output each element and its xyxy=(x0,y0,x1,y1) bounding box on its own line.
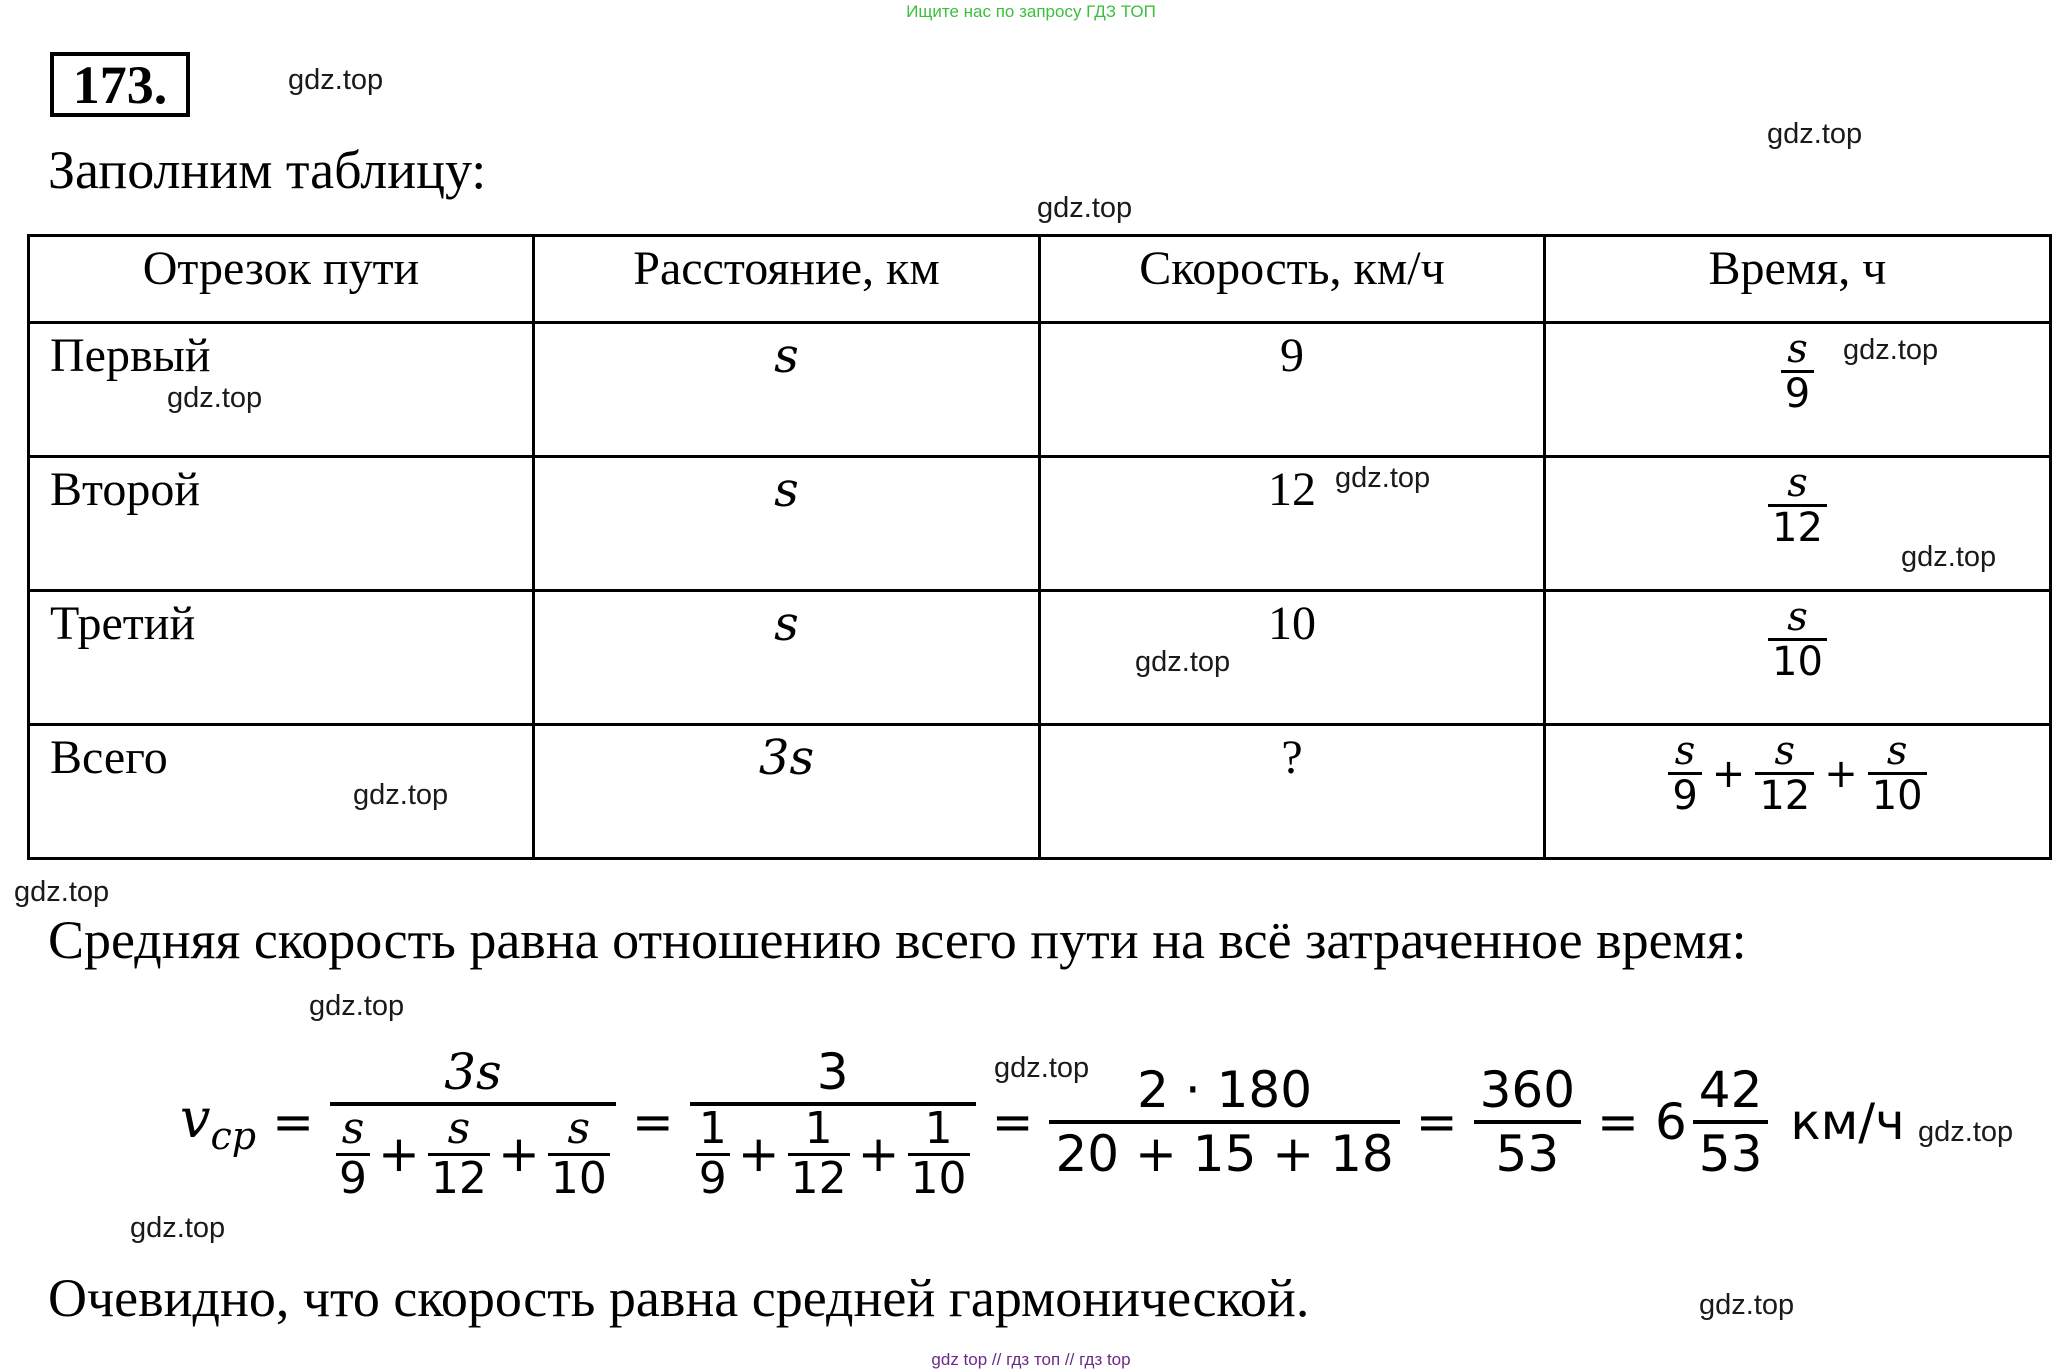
time-fraction xyxy=(1768,462,1827,549)
small-denominator: 12 xyxy=(790,1152,847,1204)
watermark: gdz.top xyxy=(14,876,110,908)
fraction-denominator: 53 xyxy=(1698,1125,1763,1183)
speed-cell: ? xyxy=(1040,725,1545,859)
small-denominator: 9 xyxy=(339,1152,368,1204)
small-fraction xyxy=(788,1103,850,1204)
footer-links: gdz top // гдз топ // гдз top xyxy=(931,1350,1131,1369)
watermark: gdz.top xyxy=(288,64,384,96)
plus-sign: + xyxy=(378,1125,420,1183)
plus-sign: + xyxy=(1824,750,1858,797)
plus-sign: + xyxy=(857,1125,900,1183)
watermark: gdz.top xyxy=(1135,646,1231,678)
table-header-row xyxy=(29,236,2051,323)
table-header-cell: Отрезок пути xyxy=(29,236,534,323)
watermark: gdz.top xyxy=(1901,541,1997,573)
watermark: gdz.top xyxy=(167,382,263,414)
time-cell xyxy=(1545,591,2051,725)
watermark: gdz.top xyxy=(353,779,449,811)
row-name: Второй xyxy=(29,457,534,591)
table-header-cell: Расстояние, км xyxy=(534,236,1040,323)
formula-fraction xyxy=(1474,1060,1581,1184)
fraction-denominator xyxy=(690,1103,976,1204)
watermark: gdz.top xyxy=(1918,1116,2014,1148)
fraction-denominator: 10 xyxy=(1772,639,1823,685)
speed-cell: 12 xyxy=(1040,457,1545,591)
velocity-symbol: v xyxy=(180,1086,211,1150)
mixed-fraction xyxy=(1693,1060,1769,1184)
distance-cell: s xyxy=(534,591,1040,725)
small-numerator: 1 xyxy=(804,1103,833,1155)
small-fraction xyxy=(336,1103,370,1204)
small-numerator: s xyxy=(567,1103,591,1155)
speed-cell: 10 xyxy=(1040,591,1545,725)
fraction-denominator: 12 xyxy=(1759,773,1811,819)
table-header-cell: Время, ч xyxy=(1545,236,2051,323)
intro-text: Заполним таблицу: xyxy=(48,140,487,200)
fraction-denominator: 10 xyxy=(1871,773,1923,819)
equals-sign: = xyxy=(991,1093,1034,1151)
table-header-cell: Скорость, км/ч xyxy=(1040,236,1545,323)
mixed-whole: 6 xyxy=(1654,1093,1687,1151)
fraction-numerator: 2 · 180 xyxy=(1137,1061,1313,1119)
fraction-numerator: s xyxy=(1886,728,1908,774)
time-fraction xyxy=(1868,730,1927,817)
fraction-numerator: s xyxy=(1787,460,1808,506)
watermark: gdz.top xyxy=(1767,118,1863,150)
fraction-denominator: 53 xyxy=(1495,1125,1560,1183)
time-fraction xyxy=(1781,328,1814,415)
row-name: Первый xyxy=(29,323,534,457)
fraction-numerator: s xyxy=(1674,728,1696,774)
table-total-row xyxy=(29,725,2051,859)
watermark: gdz.top xyxy=(994,1052,1090,1084)
equals-sign: = xyxy=(631,1093,674,1151)
fraction-numerator: s xyxy=(1787,326,1808,372)
equals-sign: = xyxy=(1597,1093,1639,1151)
distance-cell: s xyxy=(534,457,1040,591)
time-cell xyxy=(1545,725,2051,859)
watermark: gdz.top xyxy=(1037,192,1133,224)
watermark: gdz.top xyxy=(309,990,405,1022)
speed-cell: 9 xyxy=(1040,323,1545,457)
fraction-denominator xyxy=(330,1103,616,1204)
watermark: gdz.top xyxy=(1335,462,1431,494)
fraction-denominator: 9 xyxy=(1784,371,1811,417)
distance-cell: 3s xyxy=(534,725,1040,859)
fraction-denominator: 9 xyxy=(1672,773,1698,819)
small-fraction xyxy=(548,1103,610,1204)
formula-fraction xyxy=(330,1042,616,1204)
fraction-numerator: 3s xyxy=(444,1043,502,1102)
formula-lhs xyxy=(180,1087,256,1158)
table-row xyxy=(29,591,2051,725)
small-numerator: s xyxy=(341,1103,365,1155)
small-fraction xyxy=(428,1103,490,1204)
small-denominator: 10 xyxy=(910,1152,967,1204)
formula-fraction xyxy=(1049,1060,1399,1184)
small-denominator: 9 xyxy=(698,1152,727,1204)
formula-fraction xyxy=(690,1042,976,1204)
small-numerator: 1 xyxy=(924,1103,953,1155)
fraction-numerator: 42 xyxy=(1698,1061,1763,1119)
watermark: gdz.top xyxy=(1699,1289,1795,1321)
fraction-numerator: s xyxy=(1787,594,1808,640)
small-numerator: s xyxy=(447,1103,471,1155)
fraction-denominator: 20 + 15 + 18 xyxy=(1055,1125,1394,1183)
fraction-numerator: 360 xyxy=(1479,1061,1576,1119)
row-name: Всего xyxy=(29,725,534,859)
plus-sign: + xyxy=(497,1125,540,1183)
time-fraction xyxy=(1755,730,1814,817)
average-speed-text: Средняя скорость равна отношению всего пути на всё затраченное время: xyxy=(48,910,1747,970)
small-denominator: 10 xyxy=(550,1152,607,1204)
distance-cell: s xyxy=(534,323,1040,457)
watermark: gdz.top xyxy=(130,1212,226,1244)
watermark: gdz.top xyxy=(1843,334,1939,366)
fraction-numerator: s xyxy=(1774,728,1796,774)
table-row xyxy=(29,323,2051,457)
time-fraction xyxy=(1768,596,1827,683)
time-fraction xyxy=(1668,730,1701,817)
table-row xyxy=(29,457,2051,591)
velocity-subscript: cp xyxy=(210,1113,257,1158)
plus-sign: + xyxy=(1711,750,1746,797)
conclusion-text: Очевидно, что скорость равна средней гармонической. xyxy=(48,1268,1310,1328)
plus-sign: + xyxy=(737,1125,780,1183)
row-name: Третий xyxy=(29,591,534,725)
small-denominator: 12 xyxy=(430,1152,487,1204)
time-cell xyxy=(1545,323,2051,457)
small-numerator: 1 xyxy=(698,1103,727,1155)
small-fraction xyxy=(696,1103,730,1204)
data-table xyxy=(27,234,2052,860)
equals-sign: = xyxy=(272,1093,315,1151)
fraction-numerator: 3 xyxy=(816,1043,849,1102)
small-fraction xyxy=(908,1103,970,1204)
unit: км/ч xyxy=(1790,1093,1905,1151)
problem-number: 173. xyxy=(50,52,190,117)
equals-sign: = xyxy=(1415,1093,1458,1151)
fraction-denominator: 12 xyxy=(1772,505,1823,551)
top-banner: Ищите нас по запросу ГДЗ ТОП xyxy=(906,2,1156,21)
